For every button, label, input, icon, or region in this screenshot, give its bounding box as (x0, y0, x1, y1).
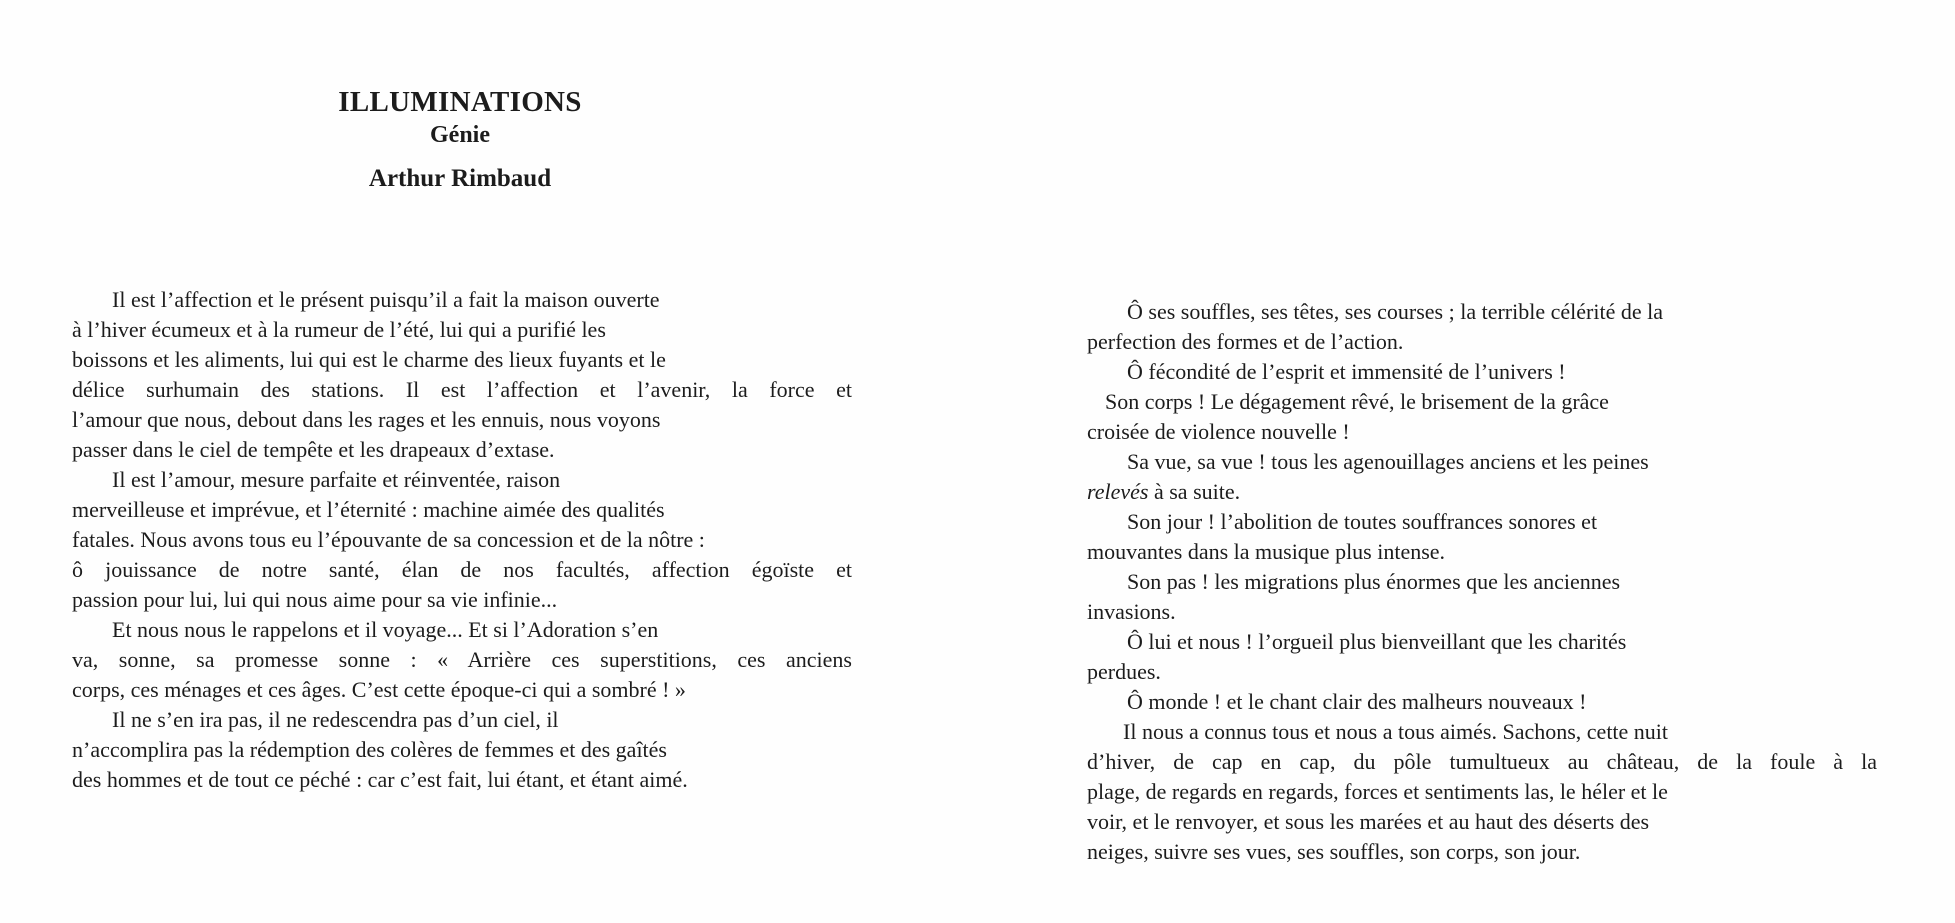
text-fragment: à sa suite. (1148, 479, 1241, 504)
italic-word: relevés (1087, 479, 1149, 504)
text-line: Il est l’amour, mesure parfaite et réinventée, raison (112, 467, 561, 492)
text-line: des hommes et de tout ce péché : car c’est fait, lui étant, et étant aimé. (72, 767, 688, 792)
text-line: plage, de regards en regards, forces et sentiments las, le héler et le (1087, 779, 1668, 804)
poem-title: Génie (430, 122, 490, 148)
text-line: va, sonne, sa promesse sonne : « Arrière ces superstitions, ces anciens (72, 647, 852, 672)
text-line: Son corps ! Le dégagement rêvé, le brisement de la grâce (1105, 389, 1609, 414)
text-line: Ô ses souffles, ses têtes, ses courses ; la terrible célérité de la (1127, 299, 1663, 324)
text-line: Ô fécondité de l’esprit et immensité de l’univers ! (1127, 359, 1566, 384)
text-line: passer dans le ciel de tempête et les drapeaux d’extase. (72, 437, 555, 462)
text-line: d’hiver, de cap en cap, du pôle tumultueux au château, de la foule à la (1087, 749, 1877, 774)
text-line: mouvantes dans la musique plus intense. (1087, 539, 1446, 564)
text-line: Ô lui et nous ! l’orgueil plus bienveillant que les charités (1127, 629, 1627, 654)
text-line: corps, ces ménages et ces âges. C’est cette époque-ci qui a sombré ! » (72, 677, 686, 702)
collection-title: ILLUMINATIONS (338, 86, 582, 118)
text-line: délice surhumain des stations. Il est l’affection et l’avenir, la force et (72, 377, 852, 402)
text-line: merveilleuse et imprévue, et l’éternité : machine aimée des qualités (72, 497, 665, 522)
poem-header (300, 84, 620, 194)
text-line: à l’hiver écumeux et à la rumeur de l’été, lui qui a purifié les (72, 317, 606, 342)
text-line: neiges, suivre ses vues, ses souffles, son corps, son jour. (1087, 839, 1581, 864)
text-line: l’amour que nous, debout dans les rages et les ennuis, nous voyons (72, 407, 661, 432)
text-line: Et nous nous le rappelons et il voyage... Et si l’Adoration s’en (112, 617, 659, 642)
text-line: n’accomplira pas la rédemption des colères de femmes et des gaîtés (72, 737, 667, 762)
text-line: Il est l’affection et le présent puisqu’il a fait la maison ouverte (112, 287, 660, 312)
text-line: boissons et les aliments, lui qui est le charme des lieux fuyants et le (72, 347, 666, 372)
author-name: Arthur Rimbaud (368, 165, 552, 192)
text-line: croisée de violence nouvelle ! (1087, 419, 1350, 444)
text-line: Ô monde ! et le chant clair des malheurs nouveaux ! (1127, 689, 1587, 714)
text-line: invasions. (1087, 599, 1176, 624)
text-line: Son jour ! l’abolition de toutes souffrances sonores et (1127, 509, 1598, 534)
text-line: Il ne s’en ira pas, il ne redescendra pas d’un ciel, il (112, 707, 559, 732)
text-line: perdues. (1087, 659, 1161, 684)
text-line (1087, 477, 1240, 507)
text-line: Il nous a connus tous et nous a tous aimés. Sachons, cette nuit (1123, 719, 1669, 744)
text-line: perfection des formes et de l’action. (1087, 329, 1404, 354)
text-line: Sa vue, sa vue ! tous les agenouillages anciens et les peines (1127, 449, 1649, 474)
text-line: fatales. Nous avons tous eu l’épouvante de sa concession et de la nôtre : (72, 527, 705, 552)
text-line: passion pour lui, lui qui nous aime pour sa vie infinie... (72, 587, 558, 612)
text-line: ô jouissance de notre santé, élan de nos facultés, affection égoïste et (72, 557, 852, 582)
text-line: Son pas ! les migrations plus énormes que les anciennes (1127, 569, 1621, 594)
text-line: voir, et le renvoyer, et sous les marées et au haut des déserts des (1087, 809, 1650, 834)
